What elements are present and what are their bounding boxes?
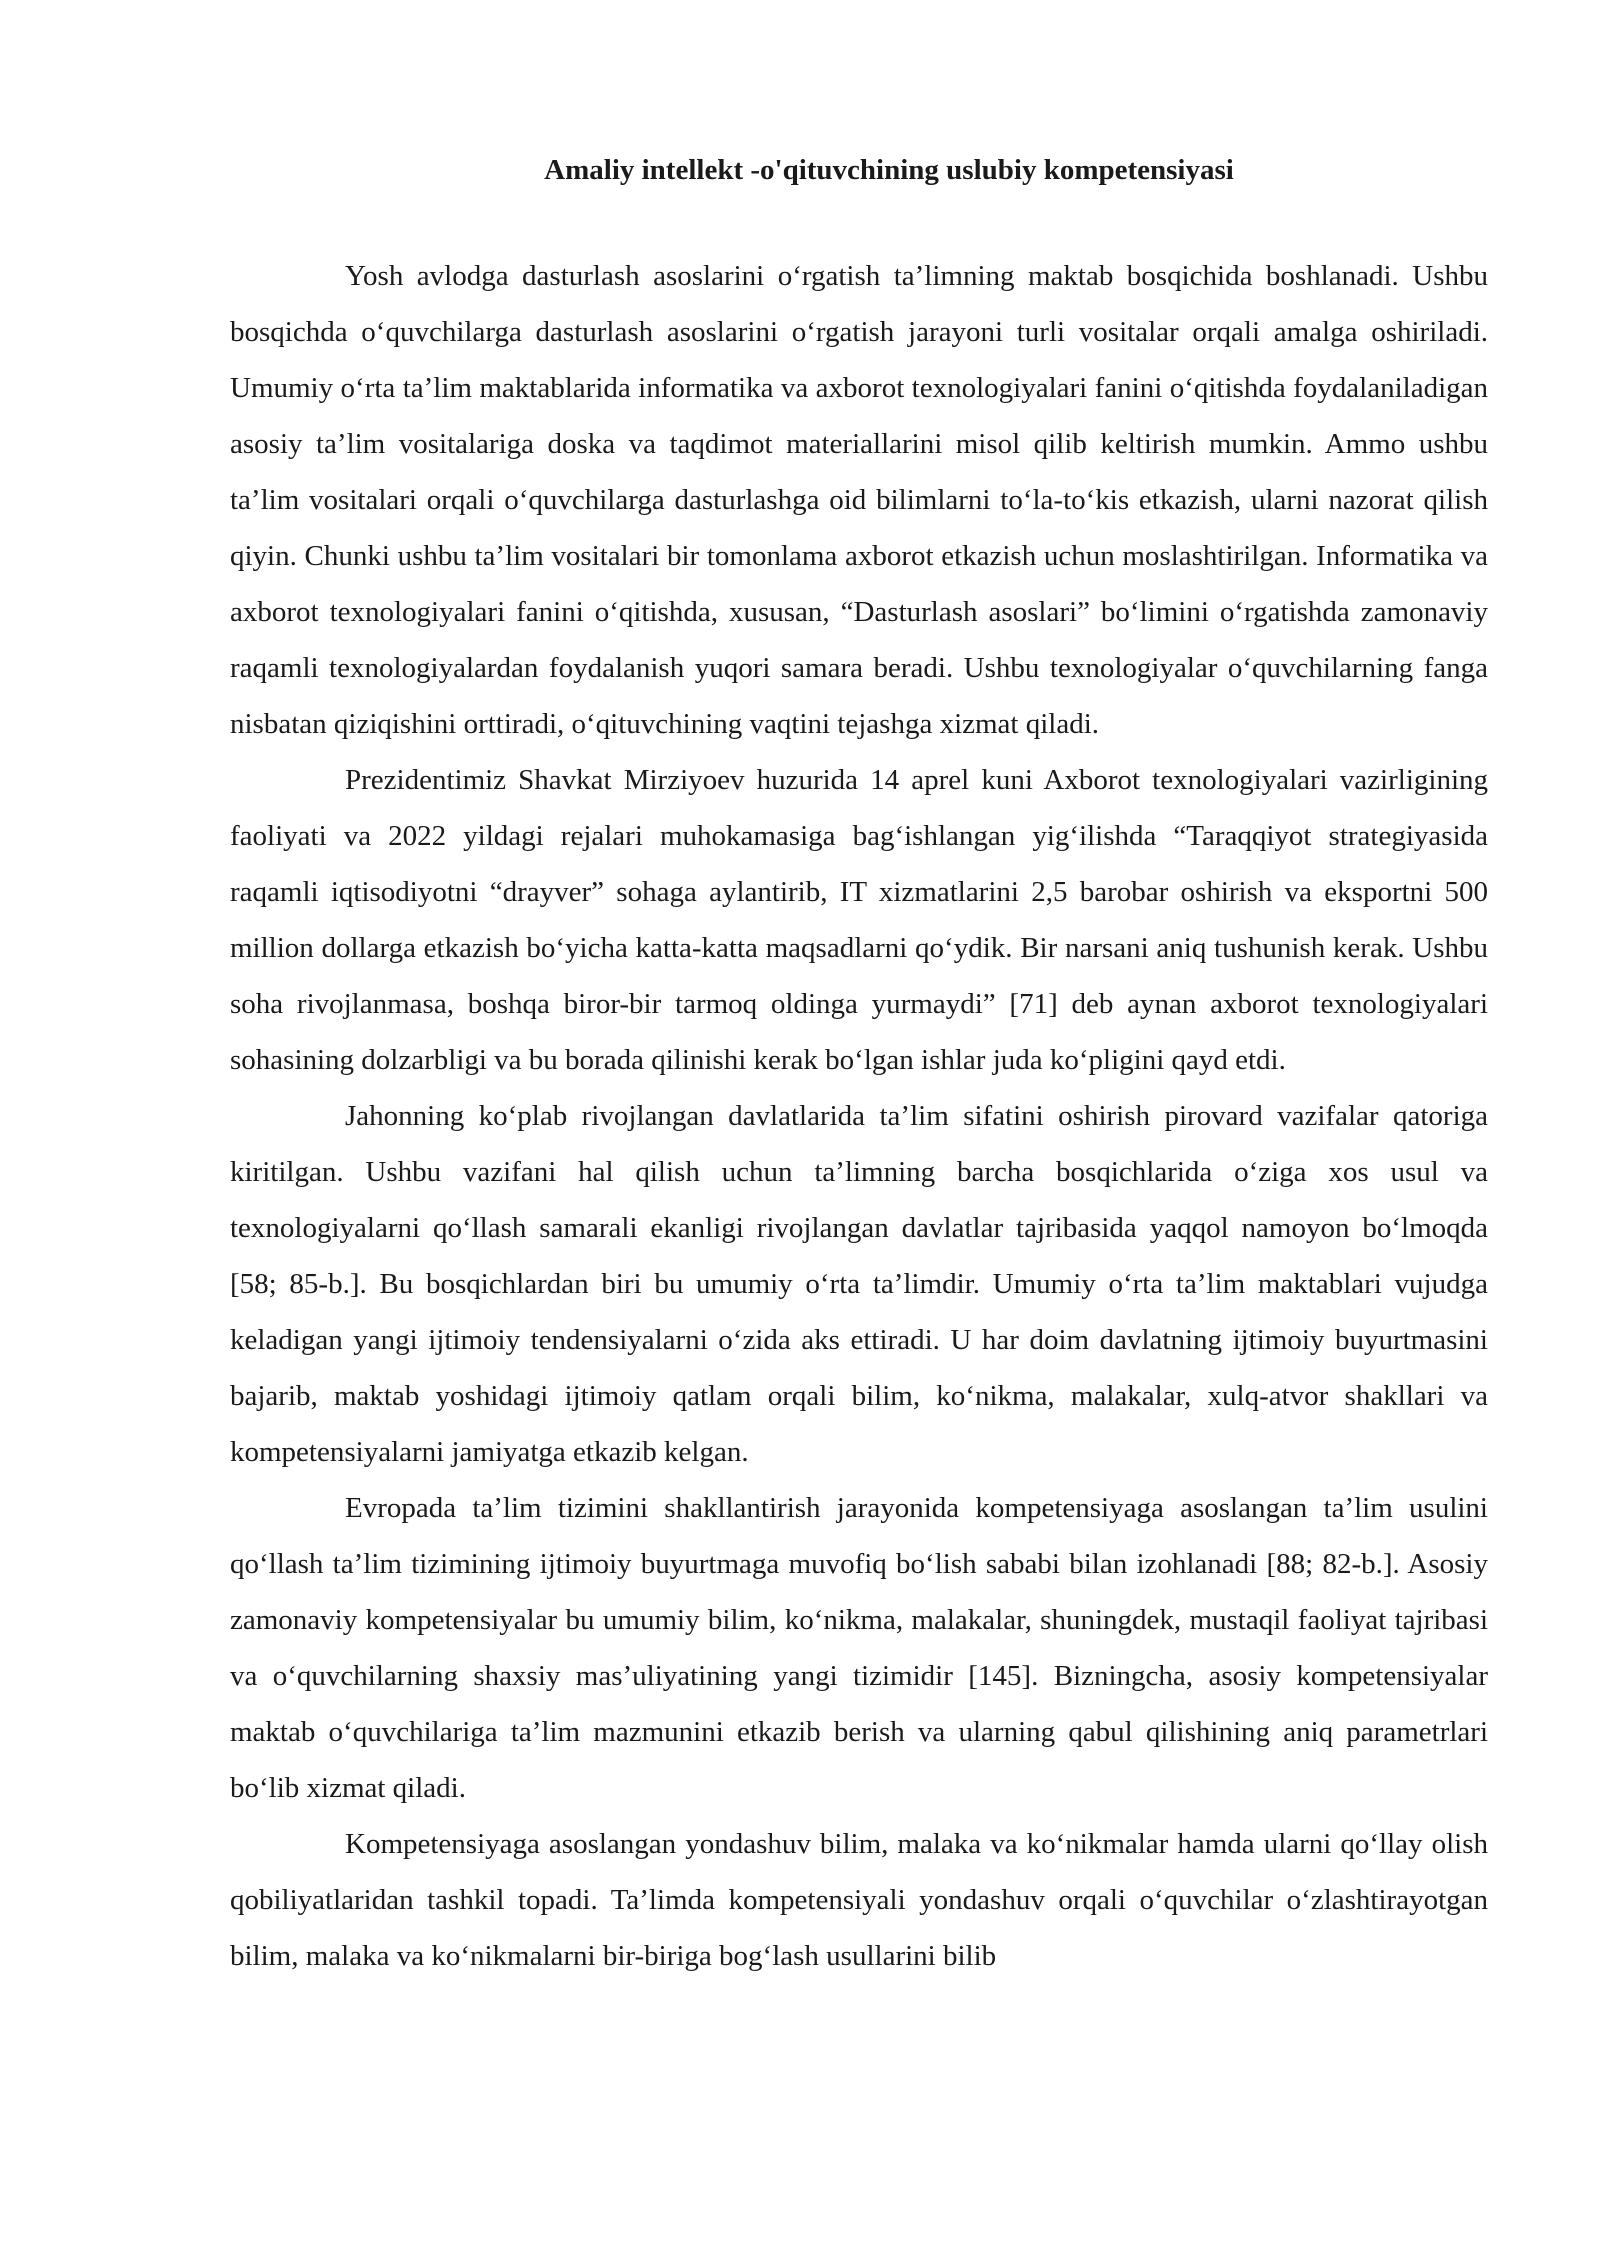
paragraph-2: Prezidentimiz Shavkat Mirziyoev huzurida 14 aprel kuni Axborot texnologiyalari vazirligining faoliyati va 2022 yildagi rejalari muhokamasiga bag‘ishlangan yig‘ilishda “Taraqqiyot strategiyasida raqamli iqtisodiyotni “drayver” sohaga aylantirib, IT xizmatlarini 2,5 barobar oshirish va eksportni 500 million dollarga etkazish bo‘yicha katta-katta maqsadlarni qo‘ydik. Bir narsani aniq tushunish kerak. Ushbu soha rivojlanmasa, boshqa biror-bir tarmoq oldinga yurmaydi” [71] deb aynan axborot texnologiyalari sohasining dolzarbligi va bu borada qilinishi kerak bo‘lgan ishlar juda ko‘pligini qayd etdi. <box>230 764 1488 1076</box>
paragraph-3: Jahonning ko‘plab rivojlangan davlatlarida ta’lim sifatini oshirish pirovard vazifalar qatoriga kiritilgan. Ushbu vazifani hal qilish uchun ta’limning barcha bosqichlarida o‘ziga xos usul va texnologiyalarni qo‘llash samarali ekanligi rivojlangan davlatlar tajribasida yaqqol namoyon bo‘lmoqda [58; 85-b.]. Bu bosqichlardan biri bu umumiy o‘rta ta’limdir. Umumiy o‘rta ta’lim maktablari vujudga keladigan yangi ijtimoiy tendensiyalarni o‘zida aks ettiradi. U har doim davlatning ijtimoiy buyurtmasini bajarib, maktab yoshidagi ijtimoiy qatlam orqali bilim, ko‘nikma, malakalar, xulq-atvor shakllari va kompetensiyalarni jamiyatga etkazib kelgan. <box>230 1100 1488 1468</box>
paragraph-1: Yosh avlodga dasturlash asoslarini o‘rgatish ta’limning maktab bosqichida boshlanadi. Ushbu bosqichda o‘quvchilarga dasturlash asoslarini o‘rgatish jarayoni turli vositalar orqali amalga oshiriladi. Umumiy o‘rta ta’lim maktablarida informatika va axborot texnologiyalari fanini o‘qitishda foydalaniladigan asosiy ta’lim vositalariga doska va taqdimot materiallarini misol qilib keltirish mumkin. Ammo ushbu ta’lim vositalari orqali o‘quvchilarga dasturlashga oid bilimlarni to‘la-to‘kis etkazish, ularni nazorat qilish qiyin. Chunki ushbu ta’lim vositalari bir tomonlama axborot etkazish uchun moslashtirilgan. Informatika va axborot texnologiyalari fanini o‘qitishda, xususan, “Dasturlash asoslari” bo‘limini o‘rgatishda zamonaviy raqamli texnologiyalardan foydalanish yuqori samara beradi. Ushbu texnologiyalar o‘quvchilarning fanga nisbatan qiziqishini orttiradi, o‘qituvchining vaqtini tejashga xizmat qiladi. <box>230 260 1488 740</box>
paragraph-4: Evropada ta’lim tizimini shakllantirish jarayonida kompetensiyaga asoslangan ta’lim usulini qo‘llash ta’lim tizimining ijtimoiy buyurtmaga muvofiq bo‘lish sababi bilan izohlanadi [88; 82-b.]. Asosiy zamonaviy kompetensiyalar bu umumiy bilim, ko‘nikma, malakalar, shuningdek, mustaqil faoliyat tajribasi va o‘quvchilarning shaxsiy mas’uliyatining yangi tizimidir [145]. Bizningcha, asosiy kompetensiyalar maktab o‘quvchilariga ta’lim mazmunini etkazib berish va ularning qabul qilishining aniq parametrlari bo‘lib xizmat qiladi. <box>230 1492 1488 1804</box>
document-title: Amaliy intellekt -o'qituvchining uslubiy kompetensiyasi <box>544 154 1234 186</box>
paragraph-5: Kompetensiyaga asoslangan yondashuv bilim, malaka va ko‘nikmalar hamda ularni qo‘llay olish qobiliyatlaridan tashkil topadi. Ta’limda kompetensiyali yondashuv orqali o‘quvchilar o‘zlashtirayotgan bilim, malaka va ko‘nikmalarni bir-biriga bog‘lash usullarini bilib <box>230 1828 1488 1972</box>
document-body <box>230 150 1488 1984</box>
